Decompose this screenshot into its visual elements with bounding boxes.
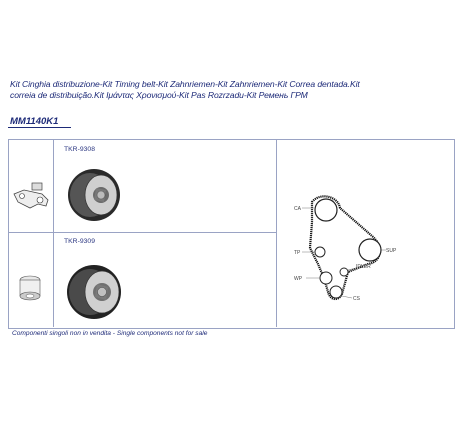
belt-routing-diagram (290, 190, 397, 310)
diagram-label-cs: CS (353, 296, 360, 302)
tensioner-pulley-drawing (66, 166, 124, 224)
diagram-label-wp: WP (294, 276, 303, 282)
idler-pulley-drawing (66, 262, 126, 322)
frame-divider-left (53, 139, 54, 327)
diagram-label-sup: SUP (386, 248, 397, 254)
water-pump-pulley (320, 272, 332, 284)
kit-code: MM1140K1 (10, 116, 59, 127)
footer-note: Componenti singoli non in vendita - Single components not for sale (12, 330, 208, 337)
diagram-label-tp: TP (294, 250, 301, 256)
idler-pulley (340, 268, 348, 276)
kit-description (10, 79, 450, 100)
tensioner-bracket-drawing (12, 178, 52, 214)
diagram-label-ca: CA (294, 206, 301, 212)
kit-description-line-2: correia de distribuição.Kit Ιμάντας Χρονισμού-Kit Pas Rozrzadu-Kit Ремень ГРМ (10, 89, 308, 100)
crankshaft-pulley (330, 286, 342, 298)
frame-row-divider (8, 232, 277, 233)
camshaft-pulley (315, 199, 337, 221)
frame-divider-right (276, 139, 277, 327)
kit-description-line-1: Kit Cinghia distribuzione-Kit Timing belt-Kit Zahnriemen-Kit Zahnriemen-Kit Correa dentada.Kit (10, 79, 360, 89)
tensioner-pulley (315, 247, 325, 257)
component-ref-2: TKR-9309 (64, 238, 95, 245)
diagram-label-idler: IDLER (356, 264, 371, 270)
idler-bearing-drawing (14, 272, 48, 306)
support-pulley (359, 239, 381, 261)
kit-code-underline (8, 127, 71, 128)
component-ref-1: TKR-9308 (64, 146, 95, 153)
